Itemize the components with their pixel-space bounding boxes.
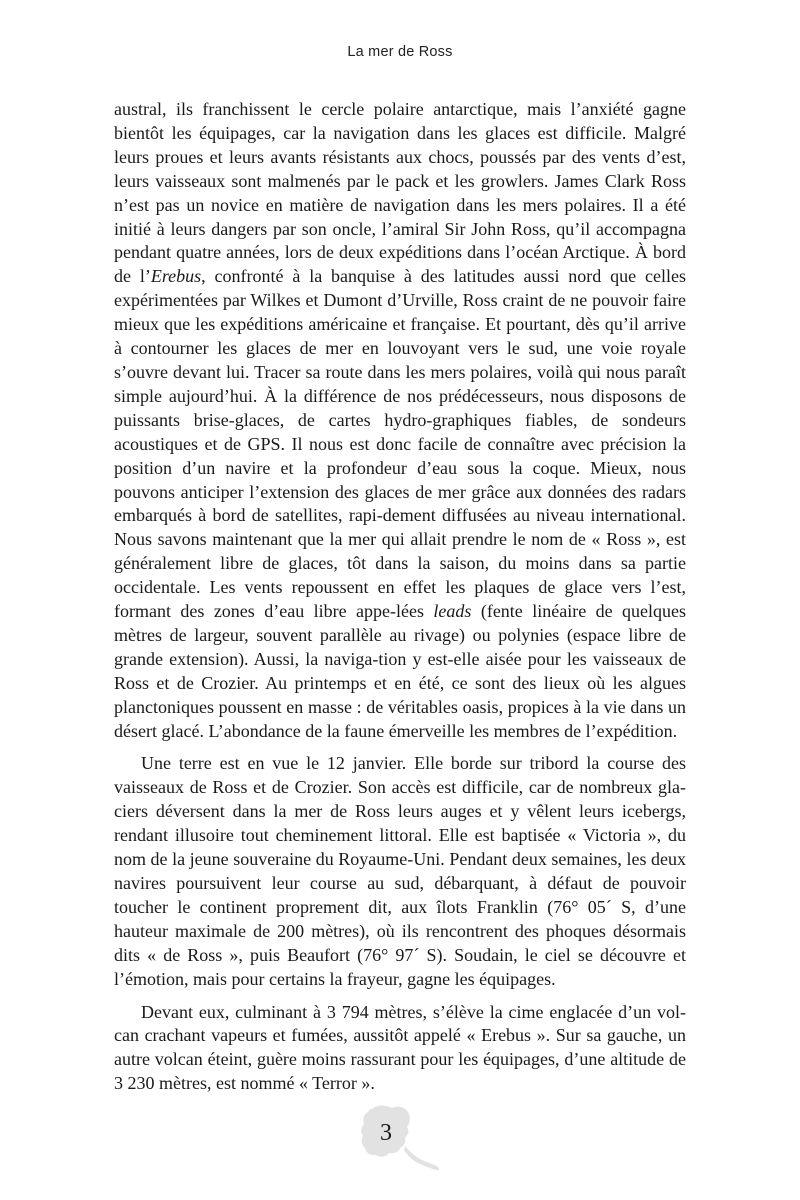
body-text <box>114 98 686 1096</box>
paragraph-1-text-c: (fente linéaire de quelques mètres de largeur, souvent parallèle au rivage) ou polynies (espace libre de grande extension). Aussi, la naviga-tion y est-elle aisée pour les vaisseaux de Ross et de Crozier. Au printemps et en été, ce sont des lieux où les algues planctoniques poussent en masse : de véritables oasis, propices à la vie dans un désert glacé. L’abondance de la faune émerveille les membres de l’expédition. <box>114 601 686 741</box>
paragraph-2: Une terre est en vue le 12 janvier. Elle borde sur tribord la course des vaisseaux de Ross et de Crozier. Son accès est difficile, car de nombreux gla-ciers déversent dans la mer de Ross leurs auges et y vêlent leurs icebergs, rendant illusoire tout cheminement littoral. Elle est baptisée « Victoria », du nom de la jeune souveraine du Royaume-Uni. Pendant deux semaines, les deux navires poursuivent leur course au sud, débarquant, à défaut de pouvoir toucher le continent proprement dit, aux îlots Franklin (76° 05´ S, d’une hauteur maximale de 200 mètres), où ils rencontrent des phoques désormais dits « de Ross », puis Beaufort (76° 97´ S). Soudain, le ciel se découvre et l’émotion, mais pour certains la frayeur, gagne les équipages. <box>114 753 686 989</box>
paragraph-1 <box>114 98 686 743</box>
running-title: La mer de Ross <box>347 44 453 60</box>
ship-name-erebus: Erebus <box>150 266 202 287</box>
page-number: 3 <box>380 1120 392 1146</box>
paragraph-1-text-b: , confronté à la banquise à des latitudes aussi nord que celles expérimentées par Wilkes et Dumont d’Urville, Ross craint de ne pouvoir faire mieux que les expéditions américaine et française. Et pourtant, dès qu’il arrive à contourner les glaces de mer en louvoyant vers le sud, une voie royale s’ouvre devant lui. Tracer sa route dans les mers polaires, voilà qui nous paraît simple aujourd’hui. À la différence de nos prédécesseurs, nous disposons de puissants brise-glaces, de cartes hydro-graphiques fiables, de sondeurs acoustiques et de GPS. Il nous est donc facile de connaître avec précision la position d’un navire et la profondeur d’eau sous la coque. Mieux, nous pouvons anticiper l’extension des glaces de mer grâce aux données des radars embarqués à bord de satellites, rapi-dement diffusées au niveau international. Nous savons maintenant que la mer qui allait prendre le nom de « Ross », est généralement libre de glaces, tôt dans la saison, du moins dans sa partie occidentale. Les vents repoussent en effet les plaques de glace vers l’est, formant des zones d’eau libre appe-lées <box>114 266 686 622</box>
term-leads: leads <box>433 601 472 622</box>
page-folio <box>355 1102 447 1174</box>
paragraph-3: Devant eux, culminant à 3 794 mètres, s’élève la cime englacée d’un vol-can crachant vapeurs et fumées, aussitôt appelé « Erebus ». Sur sa gauche, un autre volcan éteint, guère moins rassurant pour les équipages, d’une altitude de 3 230 mètres, est nommé « Terror ». <box>114 1001 686 1094</box>
paragraph-1-text-a: austral, ils franchissent le cercle polaire antarctique, mais l’anxiété gagne bientôt les équipages, car la navigation dans les glaces est difficile. Malgré leurs proues et leurs avants résistants aux chocs, poussés par des vents d’est, leurs vaisseaux sont malmenés par le pack et les growlers. James Clark Ross n’est pas un novice en matière de navigation dans les mers polaires. Il a été initié à leurs dangers par son oncle, l’amiral Sir John Ross, qu’il accompagna pendant quatre années, lors de deux expéditions dans l’océan Arctique. À bord de l’ <box>114 99 686 287</box>
